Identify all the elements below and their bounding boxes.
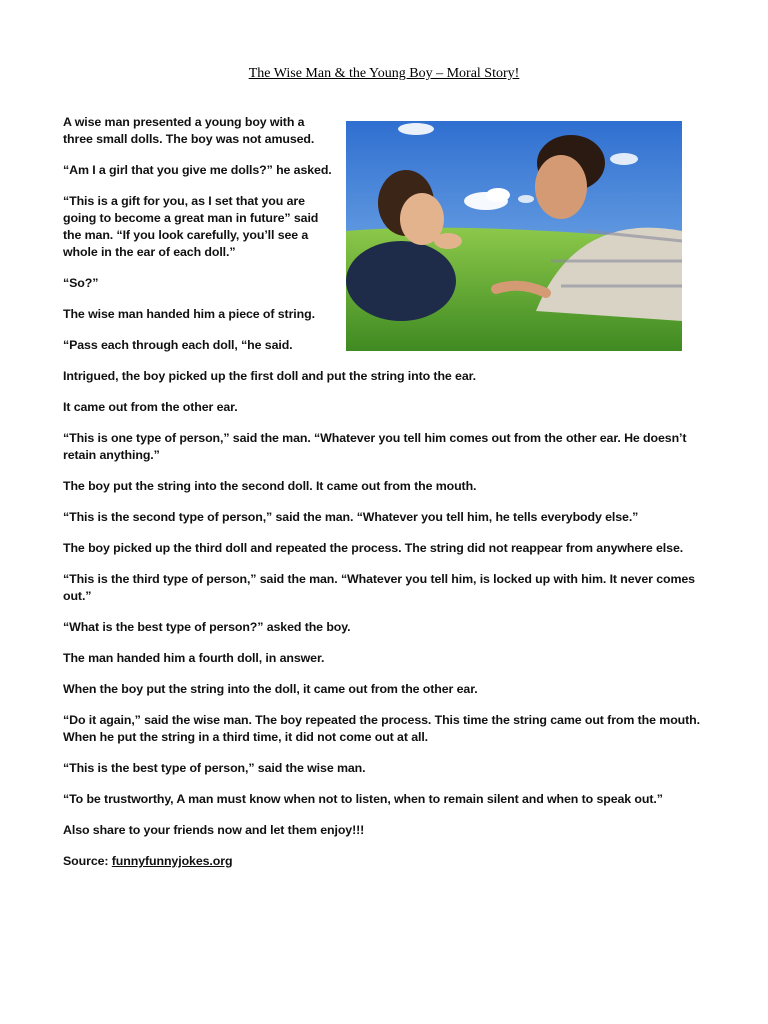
paragraph: “This is one type of person,” said the man. “Whatever you tell him comes out from the other ear. He doesn’t retain anything.” [63, 431, 687, 462]
story-body [63, 114, 709, 884]
paragraph: When the boy put the string into the doll, it came out from the other ear. [63, 682, 478, 696]
paragraph: “Do it again,” said the wise man. The boy repeated the process. This time the string came out from the mouth. When he put the string in a third time, it did not come out at all. [63, 713, 700, 744]
source-label: Source: [63, 854, 109, 868]
paragraph: “This is the third type of person,” said the man. “Whatever you tell him, is locked up with him. It never comes out.” [63, 572, 695, 603]
paragraph: “To be trustworthy, A man must know when not to listen, when to remain silent and when to speak out.” [63, 792, 663, 806]
source-link[interactable]: funnyfunnyjokes.org [111, 854, 233, 868]
paragraph: The boy put the string into the second doll. It came out from the mouth. [63, 479, 477, 493]
source-line [63, 853, 709, 870]
paragraph: “So?” [63, 276, 99, 290]
paragraph: “This is a gift for you, as I set that you are going to become a great man in future” said the man. “If you look carefully, you’ll see a whole in the ear of each doll.” [63, 194, 319, 259]
paragraph: “This is the second type of person,” said the man. “Whatever you tell him, he tells everybody else.” [63, 510, 639, 524]
paragraph: “This is the best type of person,” said the wise man. [63, 761, 366, 775]
paragraph: The man handed him a fourth doll, in answer. [63, 651, 325, 665]
paragraph: “Pass each through each doll, “he said. [63, 338, 293, 352]
paragraph: It came out from the other ear. [63, 400, 238, 414]
page-title: The Wise Man & the Young Boy – Moral Story! [248, 66, 520, 81]
paragraph: The boy picked up the third doll and repeated the process. The string did not reappear from anywhere else. [63, 541, 684, 555]
share-line: Also share to your friends now and let them enjoy!!! [63, 823, 365, 837]
paragraph: A wise man presented a young boy with a three small dolls. The boy was not amused. [63, 115, 315, 146]
paragraph: “Am I a girl that you give me dolls?” he asked. [63, 163, 332, 177]
paragraph: The wise man handed him a piece of string. [63, 307, 315, 321]
paragraph: “What is the best type of person?” asked the boy. [63, 620, 351, 634]
paragraph: Intrigued, the boy picked up the first doll and put the string into the ear. [63, 369, 477, 383]
